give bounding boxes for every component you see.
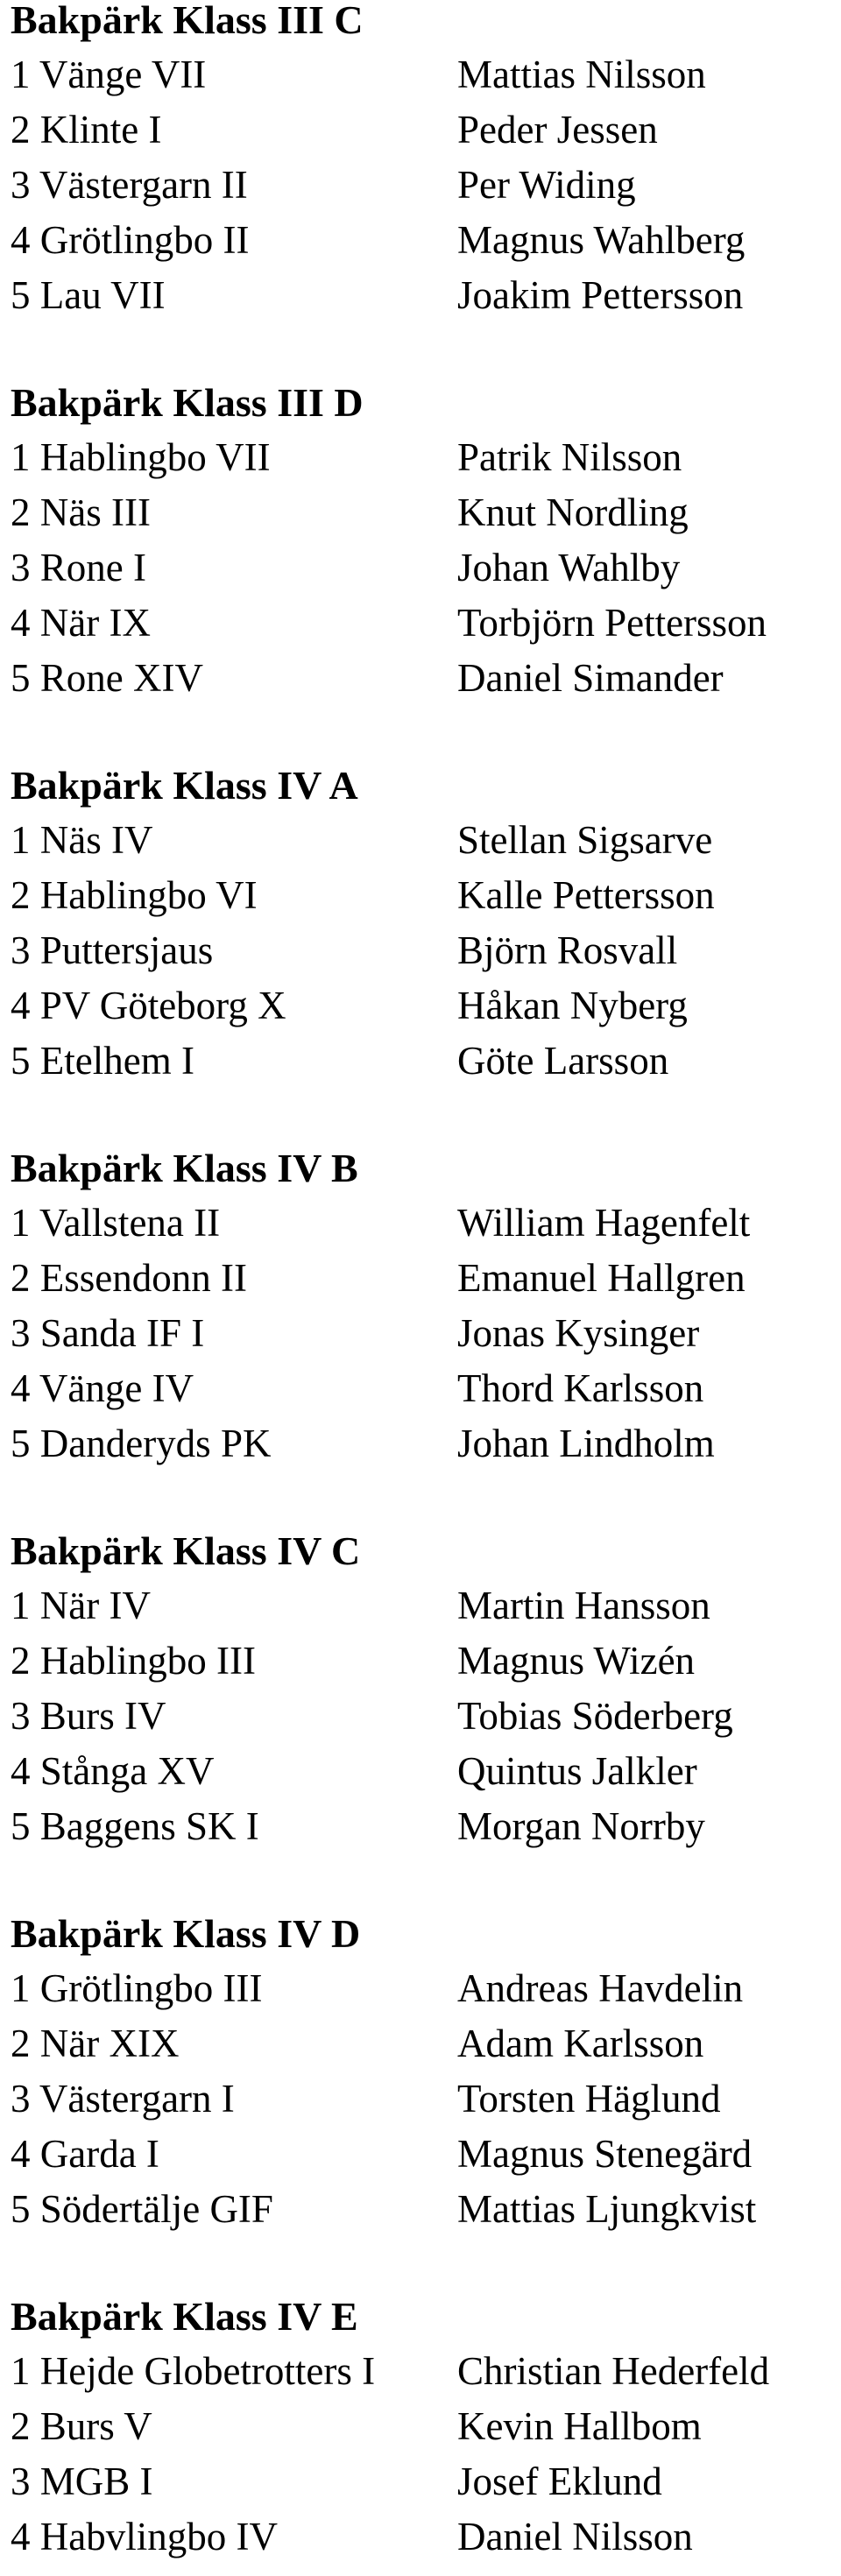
team-name: 5 Lau VII	[11, 273, 166, 317]
results-sections	[11, 0, 834, 2565]
player-name: Magnus Wahlberg	[457, 218, 746, 262]
team-name: 1 Vallstena II	[11, 1201, 221, 1245]
team-name: 2 Burs V	[11, 2404, 152, 2448]
section-title: Bakpärk Klass III C	[11, 0, 364, 42]
result-row	[11, 1251, 834, 1306]
result-row	[11, 540, 834, 596]
player-name: Torbjörn Pettersson	[457, 601, 767, 645]
player-name: Kalle Pettersson	[457, 873, 715, 917]
section-spacer	[11, 1089, 834, 1141]
player-name: William Hagenfelt	[457, 1201, 751, 1245]
team-name: 1 Hablingbo VII	[11, 435, 271, 479]
player-name: Daniel Simander	[457, 656, 724, 700]
results-section	[11, 1907, 834, 2237]
result-row	[11, 102, 834, 158]
result-row	[11, 2344, 834, 2399]
team-name: 3 Sanda IF I	[11, 1311, 205, 1355]
team-name: 1 Näs IV	[11, 818, 153, 862]
result-row	[11, 2071, 834, 2127]
team-name: 5 Etelhem I	[11, 1039, 194, 1083]
results-section	[11, 0, 834, 323]
team-name: 5 Baggens SK I	[11, 1804, 259, 1848]
team-name: 2 När XIX	[11, 2022, 180, 2065]
result-row	[11, 47, 834, 102]
section-title: Bakpärk Klass IV D	[11, 1911, 361, 1956]
team-name: 3 Västergarn II	[11, 163, 248, 207]
team-name: 3 MGB I	[11, 2460, 153, 2503]
player-name: Göte Larsson	[457, 1039, 669, 1083]
player-name: Mattias Nilsson	[457, 53, 706, 96]
player-name: Kevin Hallbom	[457, 2404, 702, 2448]
team-name: 1 Vänge VII	[11, 53, 207, 96]
team-name: 4 Vänge IV	[11, 1366, 194, 1410]
team-name: 3 Puttersjaus	[11, 928, 214, 972]
player-name: Håkan Nyberg	[457, 984, 688, 1027]
player-name: Emanuel Hallgren	[457, 1256, 746, 1300]
player-name: Per Widing	[457, 163, 636, 207]
team-name: 4 Grötlingbo II	[11, 218, 250, 262]
team-name: 1 Hejde Globetrotters I	[11, 2349, 376, 2393]
player-name: Knut Nordling	[457, 490, 689, 534]
result-row	[11, 2509, 834, 2565]
result-row	[11, 923, 834, 978]
section-spacer	[11, 1854, 834, 1907]
player-name: Magnus Stenegärd	[457, 2132, 753, 2176]
result-row	[11, 813, 834, 868]
player-name: Morgan Norrby	[457, 1804, 705, 1848]
result-row	[11, 1196, 834, 1251]
team-name: 1 När IV	[11, 1584, 151, 1627]
team-name: 4 Habvlingbo IV	[11, 2515, 278, 2558]
team-name: 3 Rone I	[11, 546, 146, 589]
result-row	[11, 268, 834, 323]
section-spacer	[11, 323, 834, 376]
team-name: 5 Danderyds PK	[11, 1422, 272, 1465]
results-section	[11, 759, 834, 1089]
team-name: 2 Näs III	[11, 490, 151, 534]
result-row	[11, 651, 834, 706]
section-title: Bakpärk Klass IV C	[11, 1528, 361, 1573]
player-name: Thord Karlsson	[457, 1366, 704, 1410]
result-row	[11, 596, 834, 651]
player-name: Christian Hederfeld	[457, 2349, 770, 2393]
team-name: 5 Rone XIV	[11, 656, 203, 700]
result-row	[11, 2127, 834, 2182]
team-name: 3 Västergarn I	[11, 2077, 235, 2121]
section-title: Bakpärk Klass IV A	[11, 763, 358, 808]
result-row	[11, 1361, 834, 1416]
section-title: Bakpärk Klass IV B	[11, 1146, 358, 1190]
team-name: 2 Klinte I	[11, 108, 162, 152]
results-section	[11, 1524, 834, 1854]
player-name: Magnus Wizén	[457, 1639, 696, 1683]
player-name: Stellan Sigsarve	[457, 818, 713, 862]
result-row	[11, 1744, 834, 1799]
player-name: Torsten Häglund	[457, 2077, 721, 2121]
results-section	[11, 2290, 834, 2565]
player-name: Andreas Havdelin	[457, 1966, 744, 2010]
result-row	[11, 868, 834, 923]
result-row	[11, 1689, 834, 1744]
result-row	[11, 1416, 834, 1471]
player-name: Quintus Jalkler	[457, 1749, 697, 1793]
team-name: 1 Grötlingbo III	[11, 1966, 263, 2010]
team-name: 2 Essendonn II	[11, 1256, 247, 1300]
results-document	[11, 0, 834, 2565]
team-name: 4 Garda I	[11, 2132, 159, 2176]
result-row	[11, 158, 834, 213]
result-row	[11, 485, 834, 540]
team-name: 5 Södertälje GIF	[11, 2187, 273, 2231]
result-row	[11, 2454, 834, 2509]
player-name: Josef Eklund	[457, 2460, 662, 2503]
player-name: Daniel Nilsson	[457, 2515, 693, 2558]
player-name: Joakim Pettersson	[457, 273, 744, 317]
team-name: 2 Hablingbo III	[11, 1639, 256, 1683]
team-name: 4 Stånga XV	[11, 1749, 215, 1793]
section-spacer	[11, 706, 834, 759]
result-row	[11, 2182, 834, 2237]
result-row	[11, 1578, 834, 1634]
team-name: 4 PV Göteborg X	[11, 984, 286, 1027]
player-name: Patrik Nilsson	[457, 435, 682, 479]
result-row	[11, 2016, 834, 2071]
result-row	[11, 1634, 834, 1689]
player-name: Tobias Söderberg	[457, 1694, 733, 1738]
player-name: Mattias Ljungkvist	[457, 2187, 757, 2231]
team-name: 3 Burs IV	[11, 1694, 166, 1738]
result-row	[11, 1799, 834, 1854]
result-row	[11, 2399, 834, 2454]
player-name: Peder Jessen	[457, 108, 658, 152]
result-row	[11, 1306, 834, 1361]
player-name: Björn Rosvall	[457, 928, 678, 972]
result-row	[11, 430, 834, 485]
section-spacer	[11, 1471, 834, 1524]
player-name: Johan Wahlby	[457, 546, 681, 589]
result-row	[11, 213, 834, 268]
result-row	[11, 1034, 834, 1089]
result-row	[11, 978, 834, 1034]
section-spacer	[11, 2237, 834, 2290]
result-row	[11, 1961, 834, 2016]
team-name: 4 När IX	[11, 601, 151, 645]
player-name: Johan Lindholm	[457, 1422, 715, 1465]
team-name: 2 Hablingbo VI	[11, 873, 258, 917]
player-name: Adam Karlsson	[457, 2022, 704, 2065]
section-title: Bakpärk Klass IV E	[11, 2294, 358, 2339]
section-title: Bakpärk Klass III D	[11, 380, 364, 425]
player-name: Martin Hansson	[457, 1584, 710, 1627]
results-section	[11, 376, 834, 706]
results-section	[11, 1141, 834, 1471]
player-name: Jonas Kysinger	[457, 1311, 700, 1355]
